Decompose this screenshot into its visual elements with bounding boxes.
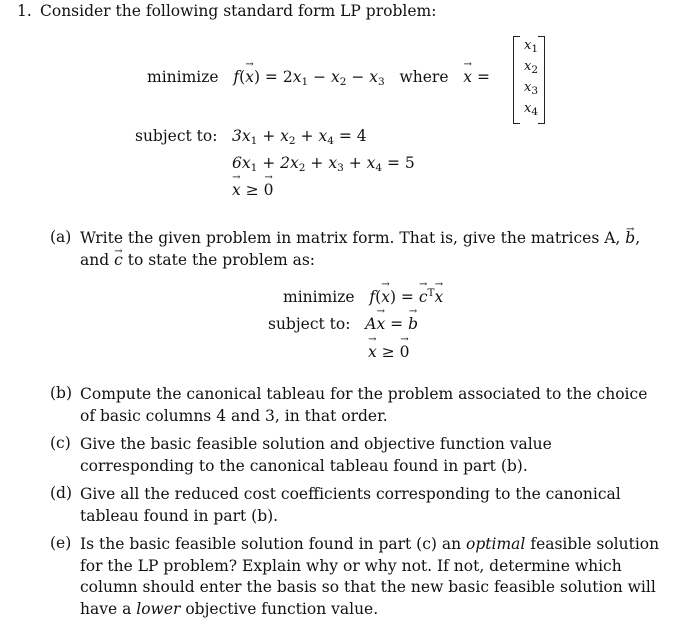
matrix-form-subject-to: subject to: Ax → = b →	[268, 315, 418, 333]
problem-number: 1.	[17, 2, 32, 20]
part-b-text: Compute the canonical tableau for the problem associated to the choice of basic columns 4 and 3, in that order.	[80, 385, 648, 425]
part-a-label: (a)	[50, 228, 72, 246]
nonnegativity-constraint: x → ≥ 0 →	[232, 181, 274, 199]
vector-left-bracket	[513, 36, 520, 124]
part-d-label: (d)	[50, 484, 73, 502]
vector-x-symbol: x → =	[463, 68, 490, 86]
minimize-label: minimize	[147, 68, 219, 86]
matrix-form-minimize: minimize f(x →) = c →$^T$x →	[283, 287, 443, 306]
objective-function: f(x →) = $2x_1 - x_2 - x_3$	[233, 68, 384, 86]
constraint-1: $3x_1 + x_2 + x_4 = 4$	[232, 127, 367, 147]
objective-line	[147, 68, 490, 88]
part-e-text: Is the basic feasible solution found in part (c) an optimal feasible solution for the LP problem? Explain why or why not. If not, determine which column should enter the basis so that the new basic feasible solution will have a lower objective function value.	[80, 535, 660, 618]
part-c-text: Give the basic feasible solution and objective function value corresponding to the canonical tableau found in part (b).	[80, 435, 552, 475]
vector-entry-x1: $x_1$	[523, 38, 539, 55]
part-d-text: Give all the reduced cost coefficients corresponding to the canonical tableau found in part (b).	[80, 485, 621, 525]
vector-entry-x3: $x_3$	[523, 80, 539, 97]
part-c-label: (c)	[50, 434, 71, 452]
subject-to-label: subject to:	[135, 127, 218, 145]
problem-intro: Consider the following standard form LP problem:	[40, 2, 437, 20]
where-label: where	[399, 68, 449, 86]
matrix-form-nonnegativity: x → ≥ 0 →	[368, 343, 410, 361]
vector-entry-x2: $x_2$	[523, 59, 539, 76]
part-a-text: Write the given problem in matrix form. That is, give the matrices A, b →, and c → to state the problem as:	[80, 228, 660, 271]
part-b-label: (b)	[50, 384, 73, 402]
vector-entry-x4: $x_4$	[523, 101, 539, 118]
constraint-2: $6x_1 + 2x_2 + x_3 + x_4 = 5$	[232, 154, 415, 174]
part-e-label: (e)	[50, 534, 72, 552]
